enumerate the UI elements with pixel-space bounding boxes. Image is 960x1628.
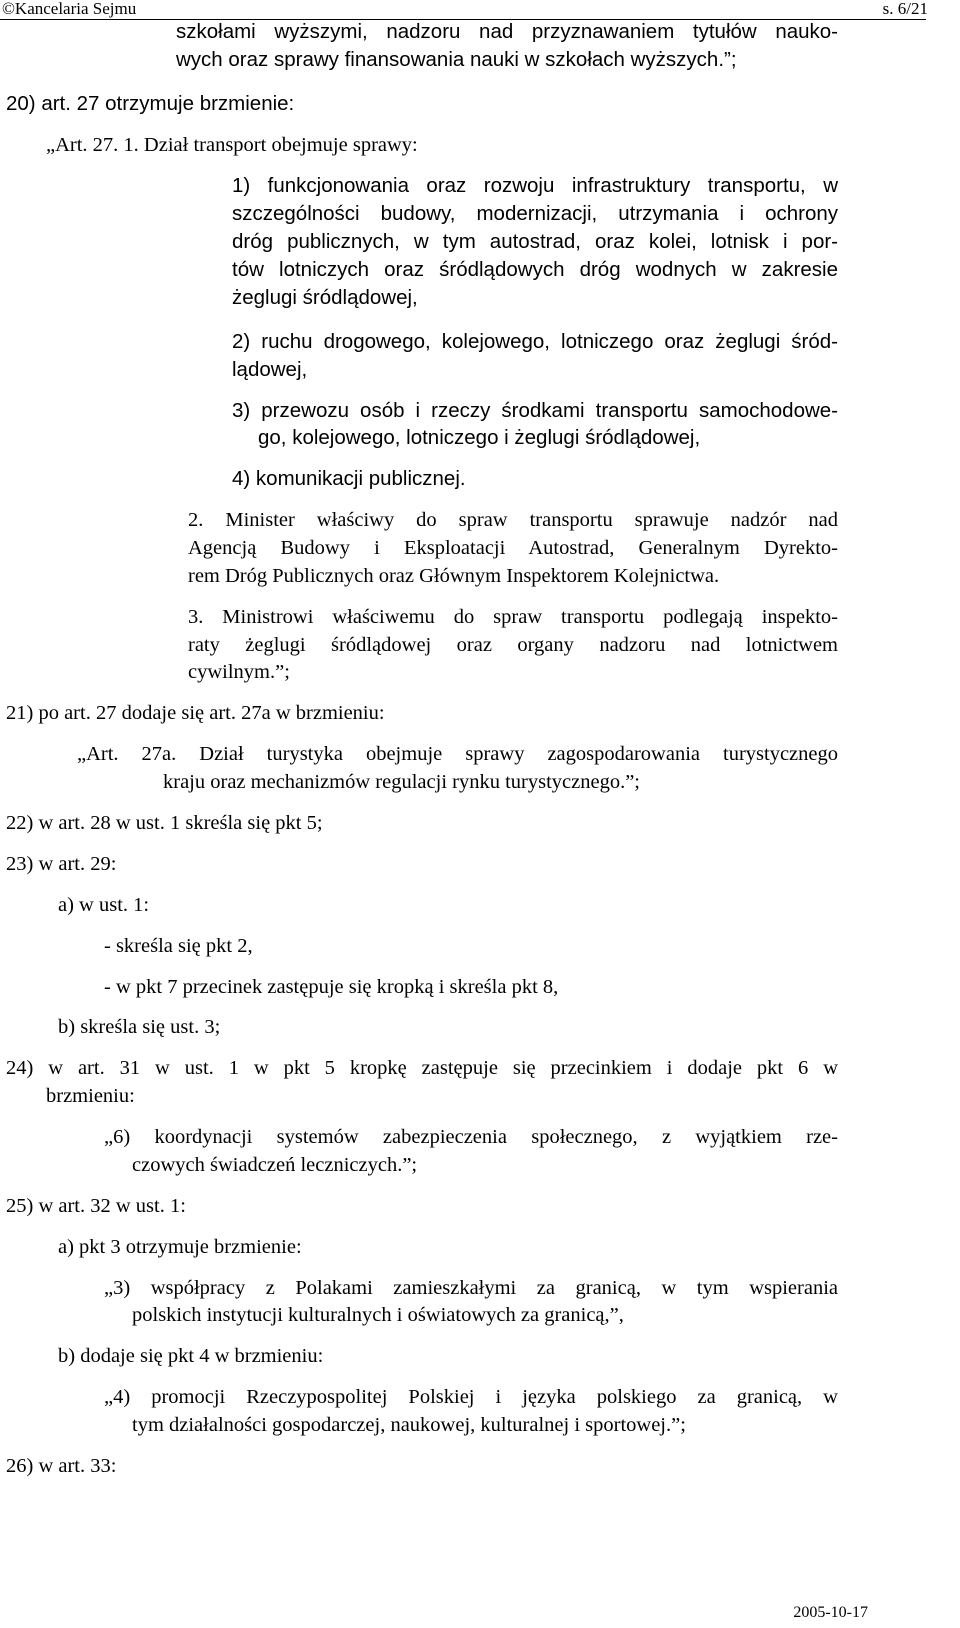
text-line: 20) art. 27 otrzymuje brzmienie: [6, 92, 295, 115]
text-line: 2. Minister właściwy do spraw transportu sprawuje nadzór nad [188, 509, 838, 531]
text-line: Agencją Budowy i Eksploatacji Autostrad, Generalnym Dyrekto- [188, 537, 838, 559]
text-line: 1) funkcjonowania oraz rozwoju infrastruktury transportu, w [232, 174, 838, 197]
text-line: 24) w art. 31 w ust. 1 w pkt 5 kropkę zastępuje się przecinkiem i dodaje pkt 6 w [6, 1057, 838, 1079]
text-line: „4) promocji Rzeczypospolitej Polskiej i języka polskiego za granicą, w [104, 1386, 838, 1408]
text-line: b) skreśla się ust. 3; [58, 1016, 221, 1038]
text-line: - w pkt 7 przecinek zastępuje się kropką i skreśla pkt 8, [104, 976, 559, 998]
copyright-label: ©Kancelaria Sejmu [2, 0, 137, 18]
text-line: czowych świadczeń leczniczych.”; [132, 1154, 418, 1176]
text-line: b) dodaje się pkt 4 w brzmieniu: [58, 1345, 324, 1367]
text-line: go, kolejowego, lotniczego i żeglugi śródlądowej, [258, 426, 701, 449]
text-line: kraju oraz mechanizmów regulacji rynku turystycznego.”; [163, 771, 641, 793]
text-line: - skreśla się pkt 2, [104, 935, 253, 957]
text-line: szczególności budowy, modernizacji, utrzymania i ochrony [232, 202, 838, 225]
text-line: tym działalności gospodarczej, naukowej, kulturalnej i sportowej.”; [132, 1414, 686, 1436]
text-line: „3) współpracy z Polakami zamieszkałymi za granicą, w tym wspierania [104, 1277, 838, 1299]
text-line: 3. Ministrowi właściwemu do spraw transportu podlegają inspekto- [188, 606, 838, 628]
text-line: raty żeglugi śródlądowej oraz organy nadzoru nad lotnictwem [188, 634, 838, 656]
text-line: „6) koordynacji systemów zabezpieczenia społecznego, z wyjątkiem rze- [104, 1126, 838, 1148]
text-line: 22) w art. 28 w ust. 1 skreśla się pkt 5; [6, 812, 323, 834]
text-line: szkołami wyższymi, nadzoru nad przyznawaniem tytułów nauko- [176, 20, 838, 43]
text-line: tów lotniczych oraz śródlądowych dróg wodnych w zakresie [232, 258, 838, 281]
text-line: 26) w art. 33: [6, 1455, 117, 1477]
text-line: rem Dróg Publicznych oraz Głównym Inspektorem Kolejnictwa. [188, 565, 720, 587]
text-line: 23) w art. 29: [6, 853, 117, 875]
page-number: s. 6/21 [882, 0, 928, 18]
text-line: lądowej, [232, 358, 308, 381]
text-line: 4) komunikacji publicznej. [232, 467, 466, 490]
text-line: polskich instytucji kulturalnych i oświatowych za granicą,”, [132, 1304, 624, 1326]
text-line: 25) w art. 32 w ust. 1: [6, 1195, 186, 1217]
text-line: 21) po art. 27 dodaje się art. 27a w brzmieniu: [6, 702, 385, 724]
text-line: brzmieniu: [46, 1085, 135, 1107]
text-line: „Art. 27. 1. Dział transport obejmuje sprawy: [46, 134, 418, 156]
text-line: a) pkt 3 otrzymuje brzmienie: [58, 1236, 302, 1258]
text-line: „Art. 27a. Dział turystyka obejmuje sprawy zagospodarowania turystycznego [77, 743, 838, 765]
text-line: a) w ust. 1: [58, 894, 150, 916]
text-line: 3) przewozu osób i rzeczy środkami transportu samochodowe- [232, 399, 838, 422]
text-line: wych oraz sprawy finansowania nauki w szkołach wyższych.”; [176, 48, 737, 71]
document-date: 2005-10-17 [793, 1604, 868, 1621]
text-line: dróg publicznych, w tym autostrad, oraz kolei, lotnisk i por- [232, 230, 838, 253]
text-line: żeglugi śródlądowej, [232, 286, 418, 309]
text-line: cywilnym.”; [188, 661, 290, 683]
text-line: 2) ruchu drogowego, kolejowego, lotniczego oraz żeglugi śród- [232, 330, 838, 353]
